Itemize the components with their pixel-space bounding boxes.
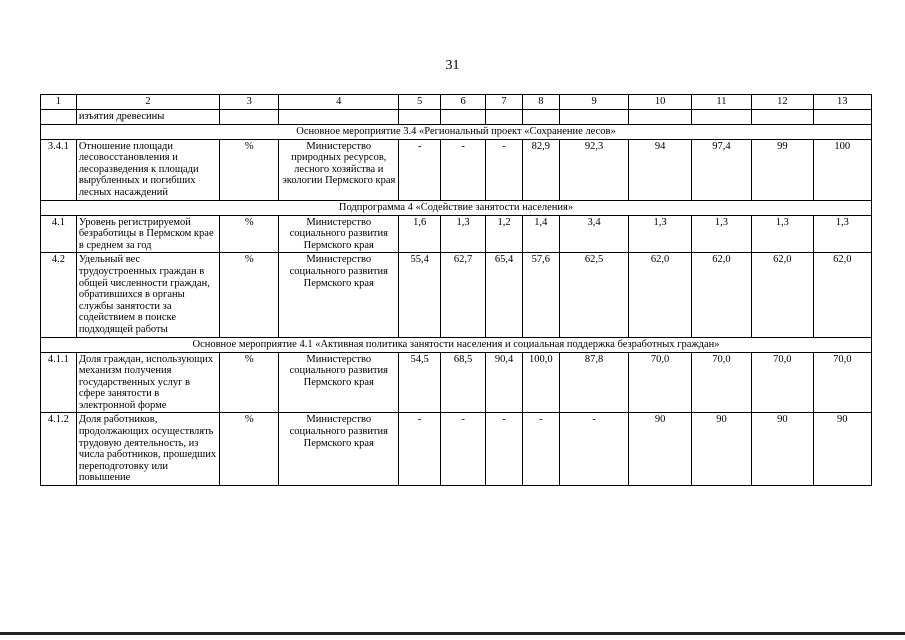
row-number: 4.1.2 — [41, 413, 77, 486]
value-cell: 82,9 — [522, 139, 559, 200]
value-cell: - — [522, 413, 559, 486]
table-row — [41, 253, 872, 337]
value-cell: - — [399, 139, 441, 200]
header-cell: 1 — [41, 95, 77, 110]
header-cell: 9 — [559, 95, 629, 110]
value-cell: 90 — [752, 413, 813, 486]
value-cell: 68,5 — [441, 352, 486, 413]
value-cell: 92,3 — [559, 139, 629, 200]
value-cell: 87,8 — [559, 352, 629, 413]
header-cell: 11 — [691, 95, 751, 110]
unit: % — [220, 413, 279, 486]
value-cell: 90,4 — [486, 352, 523, 413]
value-cell: 70,0 — [752, 352, 813, 413]
row-number — [41, 110, 77, 125]
indicator-name: Удельный вес трудоустроенных граждан в общей численности граждан, обратившихся в органы службы занятости за содействием в поиске подходящей работы — [76, 253, 219, 337]
value-cell: 62,0 — [691, 253, 751, 337]
value-cell: 62,0 — [629, 253, 691, 337]
indicator-name: Отношение площади лесовосстановления и лесоразведения к площади вырубленных и погибших лесных насаждений — [76, 139, 219, 200]
value-cell: 70,0 — [691, 352, 751, 413]
value-cell: - — [399, 413, 441, 486]
value-cell: 90 — [813, 413, 871, 486]
value-cell: - — [486, 413, 523, 486]
ministry: Министерство природных ресурсов, лесного хозяйства и экологии Пермского края — [279, 139, 399, 200]
value-cell: 57,6 — [522, 253, 559, 337]
value-cell: 1,3 — [441, 215, 486, 253]
unit: % — [220, 352, 279, 413]
indicator-name: Доля граждан, использующих механизм получения государственных услуг в сфере занятости в электронной форме — [76, 352, 219, 413]
value-cell: 94 — [629, 139, 691, 200]
scan-edge-line — [0, 632, 905, 635]
value-cell: 62,5 — [559, 253, 629, 337]
value-cell: - — [441, 413, 486, 486]
table-row — [41, 413, 872, 486]
subprogram-title: Подпрограмма 4 «Содействие занятости населения» — [41, 200, 872, 215]
value-cell: 97,4 — [691, 139, 751, 200]
value-cell: 62,7 — [441, 253, 486, 337]
header-cell: 7 — [486, 95, 523, 110]
value-cell: 62,0 — [813, 253, 871, 337]
section-title: Основное мероприятие 4.1 «Активная политика занятости населения и социальная поддержка безработных граждан» — [41, 337, 872, 352]
header-cell: 5 — [399, 95, 441, 110]
ministry: Министерство социального развития Пермского края — [279, 352, 399, 413]
value-cell: 90 — [629, 413, 691, 486]
table-row — [41, 110, 872, 125]
value-cell: 3,4 — [559, 215, 629, 253]
unit: % — [220, 215, 279, 253]
indicator-name: Доля работников, продолжающих осуществлять трудовую деятельность, из числа работников, прошедших переподготовку или повышение — [76, 413, 219, 486]
row-number: 4.1 — [41, 215, 77, 253]
value-cell: 1,3 — [691, 215, 751, 253]
value-cell: 62,0 — [752, 253, 813, 337]
header-cell: 10 — [629, 95, 691, 110]
header-cell: 2 — [76, 95, 219, 110]
value-cell: 65,4 — [486, 253, 523, 337]
indicators-table — [40, 94, 872, 486]
value-cell: 1,3 — [813, 215, 871, 253]
header-cell: 6 — [441, 95, 486, 110]
section-row — [41, 124, 872, 139]
value-cell: 100,0 — [522, 352, 559, 413]
header-cell: 13 — [813, 95, 871, 110]
section-row — [41, 200, 872, 215]
table-row — [41, 215, 872, 253]
table-row — [41, 352, 872, 413]
ministry: Министерство социального развития Пермского края — [279, 413, 399, 486]
value-cell: 70,0 — [813, 352, 871, 413]
value-cell: 55,4 — [399, 253, 441, 337]
value-cell: 70,0 — [629, 352, 691, 413]
unit: % — [220, 253, 279, 337]
value-cell: 54,5 — [399, 352, 441, 413]
ministry: Министерство социального развития Пермского края — [279, 215, 399, 253]
row-number: 3.4.1 — [41, 139, 77, 200]
header-row — [41, 95, 872, 110]
value-cell: 1,3 — [752, 215, 813, 253]
row-number: 4.1.1 — [41, 352, 77, 413]
indicator-name: Уровень регистрируемой безработицы в Пермском крае в среднем за год — [76, 215, 219, 253]
value-cell: 90 — [691, 413, 751, 486]
row-number: 4.2 — [41, 253, 77, 337]
value-cell: 1,3 — [629, 215, 691, 253]
value-cell: 99 — [752, 139, 813, 200]
header-cell: 3 — [220, 95, 279, 110]
value-cell: - — [441, 139, 486, 200]
header-cell: 4 — [279, 95, 399, 110]
table-row — [41, 139, 872, 200]
unit: % — [220, 139, 279, 200]
header-cell: 12 — [752, 95, 813, 110]
value-cell: - — [559, 413, 629, 486]
ministry: Министерство социального развития Пермского края — [279, 253, 399, 337]
section-row — [41, 337, 872, 352]
page-number: 31 — [445, 58, 460, 73]
value-cell: - — [486, 139, 523, 200]
section-title: Основное мероприятие 3.4 «Региональный проект «Сохранение лесов» — [41, 124, 872, 139]
indicator-name: изъятия древесины — [76, 110, 219, 125]
value-cell: 1,6 — [399, 215, 441, 253]
value-cell: 1,4 — [522, 215, 559, 253]
header-cell: 8 — [522, 95, 559, 110]
value-cell: 1,2 — [486, 215, 523, 253]
value-cell: 100 — [813, 139, 871, 200]
